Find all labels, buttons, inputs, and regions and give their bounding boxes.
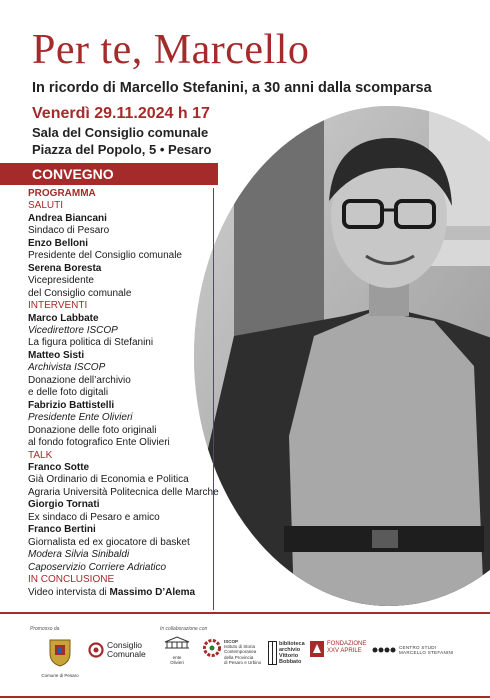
collaboration-label: In collaborazione con: [160, 626, 208, 632]
program-line: Sindaco di Pesaro: [28, 225, 110, 237]
olivieri-building-icon: [163, 636, 191, 650]
program-line: Enzo Belloni: [28, 237, 88, 249]
program-line: Presidente Ente Olivieri: [28, 412, 133, 424]
biblio-line2: archivio: [279, 647, 301, 653]
program-line: Serena Boresta: [28, 262, 102, 274]
iscop-line3: della Provincia: [224, 654, 254, 660]
program-line: Già Ordinario di Economia e Politica: [28, 474, 189, 486]
program-line: SALUTI: [28, 200, 64, 212]
program-line: Caposervizio Corriere Adriatico: [28, 561, 167, 573]
centro-line2: MARCELLO STEFANINI: [399, 650, 454, 655]
program-line: Franco Bertini: [28, 524, 96, 536]
venue-address: Piazza del Popolo, 5 • Pesaro: [32, 142, 212, 157]
program-line: Modera Silvia Sinibaldi: [28, 549, 130, 561]
program-line: Giornalista ed ex giocatore di basket: [28, 536, 190, 548]
program-line: Presidente del Consiglio comunale: [28, 250, 182, 262]
iscop-flower-icon: [203, 639, 221, 657]
event-venue: [32, 124, 211, 158]
olivieri-line2: Olivieri: [170, 660, 184, 665]
centro-studi-logo: [372, 644, 454, 656]
program-closing-line: [28, 587, 213, 599]
promoted-by-label: Promosso da: [30, 626, 60, 632]
program-line: Donazione delle foto originali: [28, 424, 157, 436]
centro-studi-dots-icon: [372, 644, 396, 656]
program-line: Vicepresidente: [28, 275, 94, 287]
page-bottom-rule: [0, 696, 490, 698]
consiglio-line2: Comunale: [107, 649, 146, 659]
closing-name: Massimo D’Alema: [109, 586, 196, 598]
consiglio-logo: [88, 641, 146, 659]
page-title: Per te, Marcello: [32, 27, 310, 73]
program-line: INTERVENTI: [28, 300, 88, 312]
biblioteca-logo: [268, 641, 305, 665]
program-line: Giorgio Tornati: [28, 499, 100, 511]
program-line: Ex sindaco di Pesaro e amico: [28, 511, 160, 523]
program-line: Andrea Biancani: [28, 212, 107, 224]
iscop-logo: [203, 639, 261, 665]
event-date: Venerdì 29.11.2024 h 17: [32, 105, 210, 122]
biblioteca-book-icon: [268, 641, 277, 665]
iscop-title: ISCOP: [224, 639, 239, 644]
program-line: IN CONCLUSIONE: [28, 574, 115, 586]
program-line: Fabrizio Battistelli: [28, 399, 115, 411]
program-line: Matteo Sisti: [28, 349, 85, 361]
fondazione-emblem-icon: [310, 641, 324, 657]
page-subtitle: In ricordo di Marcello Stefanini, a 30 anni dalla scomparsa: [32, 80, 432, 96]
comune-caption: Comune di Pesaro: [41, 673, 79, 678]
portrait-illustration: [194, 106, 490, 606]
program-line: del Consiglio comunale: [28, 287, 132, 299]
program-line: Archivista ISCOP: [28, 362, 106, 374]
convegno-label: CONVEGNO: [32, 166, 114, 182]
fondazione-line2: XXV APRILE: [327, 647, 362, 654]
fondazione-logo: [310, 641, 366, 657]
iscop-line2: Contemporanea: [224, 649, 257, 655]
footer-divider: [0, 612, 490, 614]
comune-logo: [40, 637, 80, 678]
program-line: PROGRAMMA: [28, 188, 96, 199]
consiglio-swirl-icon: [88, 642, 104, 658]
program-line: La figura politica di Stefanini: [28, 337, 154, 349]
coat-of-arms-icon: [47, 637, 73, 667]
venue-hall: Sala del Consiglio comunale: [32, 125, 209, 140]
program-line: al fondo fotografico Ente Olivieri: [28, 437, 170, 449]
consiglio-line1: Consiglio: [107, 640, 142, 650]
iscop-line1: Istituto di Storia: [224, 644, 256, 650]
biblio-line4: Bobbato: [279, 659, 302, 665]
fondazione-line1: FONDAZIONE: [327, 641, 367, 647]
olivieri-logo: [160, 636, 194, 665]
portrait-photo: [194, 106, 490, 606]
centro-line1: CENTRO STUDI: [399, 645, 437, 650]
iscop-line4: di Pesaro e Urbino: [224, 659, 262, 665]
program-line: e delle foto digitali: [28, 387, 109, 399]
closing-prefix: Video intervista di: [28, 586, 110, 598]
program-line: Marco Labbate: [28, 312, 99, 324]
olivieri-line1: ente: [172, 655, 182, 660]
program-line: Donazione dell’archivio: [28, 374, 131, 386]
program-line: Agraria Università Politecnica delle Marche: [28, 486, 219, 498]
program-line: Franco Sotte: [28, 461, 90, 473]
program-line: TALK: [28, 449, 53, 461]
biblio-line1: biblioteca: [279, 641, 305, 647]
program-line: Vicedirettore ISCOP: [28, 324, 118, 336]
program-list: [28, 188, 219, 610]
biblio-line3: Vittorio: [279, 653, 299, 659]
